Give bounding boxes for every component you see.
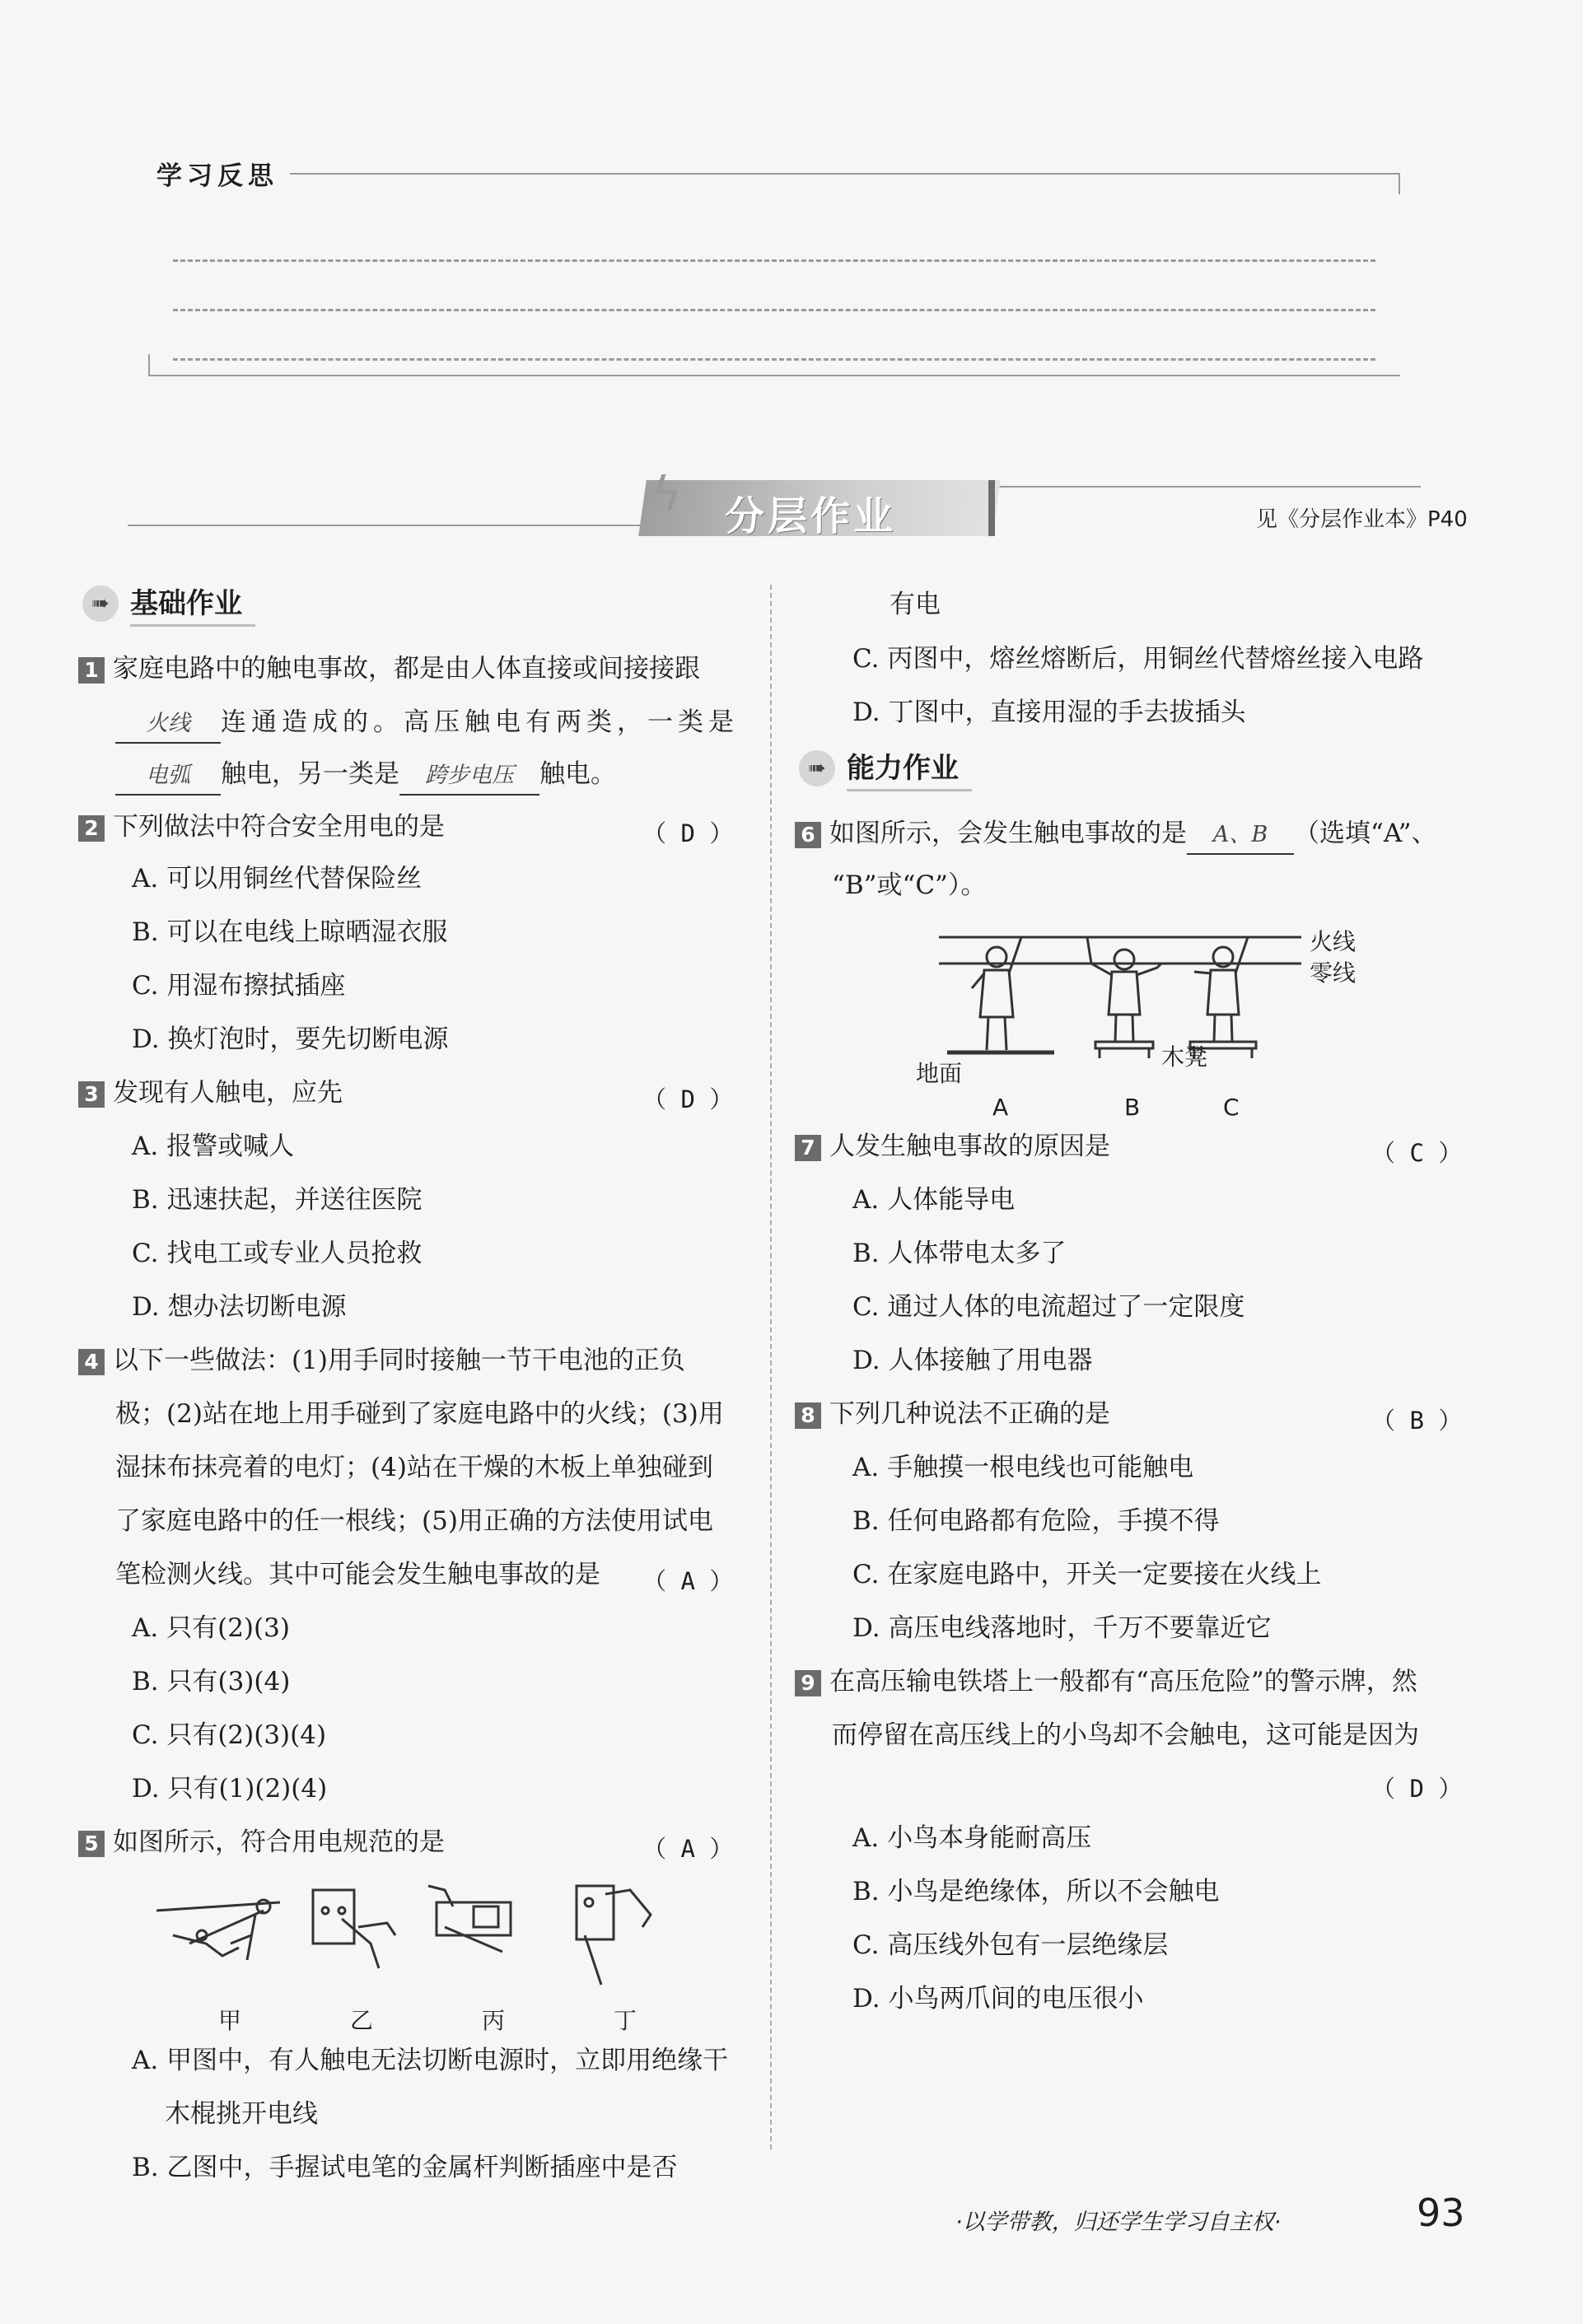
q2-number: 2 bbox=[78, 815, 105, 842]
q1-text-1: 家庭电路中的触电事故，都是由人体直接或间接接跟 bbox=[113, 654, 700, 684]
reflection-line-2 bbox=[173, 309, 1375, 311]
q5-label-bing: 丙 bbox=[482, 2007, 506, 2034]
q8-option-c: C. 在家庭电路中，开关一定要接在火线上 bbox=[852, 1560, 1322, 1589]
q3-answer: （ D ） bbox=[642, 1085, 734, 1113]
q2-option-a: A. 可以用铜丝代替保险丝 bbox=[132, 864, 423, 894]
q5-fig-yi bbox=[313, 1890, 395, 1968]
q6-figure bbox=[939, 922, 1301, 1071]
q7-number: 7 bbox=[795, 1135, 821, 1161]
q6-stool-label: 木凳 bbox=[1161, 1043, 1208, 1071]
footer-motto: ·以学带教，归还学生学习自主权· bbox=[955, 2210, 1282, 2235]
q9-line-1 bbox=[795, 1664, 1417, 1700]
reflection-box-left bbox=[148, 354, 150, 376]
q4-line-5: 笔检测火线。其中可能会发生触电事故的是 bbox=[115, 1560, 600, 1589]
q4-line-3: 湿抹布抹亮着的电灯；(4)站在干燥的木板上单独碰到 bbox=[115, 1453, 713, 1482]
q5-label-yi: 乙 bbox=[350, 2007, 374, 2034]
q5-option-c: C. 丙图中，熔丝熔断后，用铜丝代替熔丝接入电路 bbox=[852, 644, 1424, 674]
q6-number: 6 bbox=[795, 822, 821, 848]
column-divider bbox=[770, 585, 772, 2149]
q2-answer: （ D ） bbox=[642, 819, 734, 847]
q2-text: 下列做法中符合安全用电的是 bbox=[113, 812, 445, 842]
q9-option-c: C. 高压线外包有一层绝缘层 bbox=[852, 1930, 1169, 1960]
q5-label-ding: 丁 bbox=[614, 2007, 637, 2034]
q6-label-c: C bbox=[1223, 1094, 1240, 1121]
q8-stem bbox=[795, 1396, 1110, 1432]
q7-option-a: A. 人体能导电 bbox=[852, 1185, 1016, 1215]
q3-option-b: B. 迅速扶起，并送往医院 bbox=[132, 1185, 423, 1215]
section-ability-title: 能力作业 bbox=[847, 745, 972, 791]
q2-option-d: D. 换灯泡时，要先切断电源 bbox=[132, 1024, 449, 1054]
reflection-box-right bbox=[1399, 173, 1400, 194]
q4-line-4: 了家庭电路中的任一根线；(5)用正确的方法使用试电 bbox=[115, 1506, 713, 1536]
banner-title: 分层作业 bbox=[725, 493, 897, 539]
q5-number: 5 bbox=[78, 1831, 105, 1857]
q1-line-1 bbox=[78, 651, 700, 687]
q8-text: 下列几种说法不正确的是 bbox=[829, 1399, 1110, 1429]
q9-answer: （ D ） bbox=[1371, 1775, 1463, 1803]
reflection-line-1 bbox=[173, 259, 1375, 262]
q1-blank-2[interactable]: 电弧 bbox=[115, 758, 221, 796]
q7-option-b: B. 人体带电太多了 bbox=[852, 1239, 1067, 1268]
banner-lightning-icon: ϟ bbox=[651, 466, 683, 522]
q5-figure bbox=[156, 1878, 684, 2001]
q4-line-2: 极；(2)站在地上用手碰到了家庭电路中的火线；(3)用 bbox=[115, 1399, 724, 1429]
q1-number: 1 bbox=[78, 657, 105, 684]
q9-option-d: D. 小鸟两爪间的电压很小 bbox=[852, 1984, 1144, 2014]
q8-answer: （ B ） bbox=[1371, 1407, 1463, 1435]
q6-neutral-label: 零线 bbox=[1310, 959, 1357, 987]
arrow-icon: ➠ bbox=[82, 586, 119, 622]
q1-text-3a: 触电，另一类是 bbox=[221, 759, 399, 789]
reflection-title: 学习反思 bbox=[156, 161, 278, 191]
q4-option-c: C. 只有(2)(3)(4) bbox=[132, 1720, 327, 1750]
q9-option-a: A. 小鸟本身能耐高压 bbox=[852, 1823, 1092, 1853]
q6-label-b: B bbox=[1124, 1094, 1141, 1121]
q1-blank-1[interactable]: 火线 bbox=[115, 706, 221, 744]
q5-fig-jia bbox=[156, 1900, 280, 1960]
q5-option-a-1: A. 甲图中，有人触电无法切断电源时，立即用绝缘干 bbox=[132, 2046, 729, 2075]
q7-answer: （ C ） bbox=[1371, 1139, 1463, 1167]
q6-person-b bbox=[1087, 937, 1161, 1042]
q9-number: 9 bbox=[795, 1670, 821, 1696]
q6-text-1a: 如图所示，会发生触电事故的是 bbox=[829, 819, 1187, 848]
banner-ref: 见《分层作业本》P40 bbox=[1256, 507, 1468, 532]
q5-option-b-1: B. 乙图中，手握试电笔的金属杆判断插座中是否 bbox=[132, 2153, 678, 2182]
q6-ground-label: 地面 bbox=[916, 1060, 963, 1087]
q7-text: 人发生触电事故的原因是 bbox=[829, 1132, 1110, 1161]
q7-option-d: D. 人体接触了用电器 bbox=[852, 1346, 1093, 1375]
q5-answer: （ A ） bbox=[642, 1835, 734, 1863]
q1-text-3b: 触电。 bbox=[539, 759, 616, 789]
q4-line-1 bbox=[78, 1342, 685, 1379]
q4-option-d: D. 只有(1)(2)(4) bbox=[132, 1774, 328, 1804]
q8-option-b: B. 任何电路都有危险，手摸不得 bbox=[852, 1506, 1220, 1536]
section-basic-title: 基础作业 bbox=[130, 581, 255, 627]
q6-label-a: A bbox=[992, 1094, 1009, 1121]
q3-option-d: D. 想办法切断电源 bbox=[132, 1292, 347, 1322]
reflection-line-3 bbox=[173, 358, 1375, 361]
q9-option-b: B. 小鸟是绝缘体，所以不会触电 bbox=[852, 1877, 1220, 1906]
q8-option-a: A. 手触摸一根电线也可能触电 bbox=[852, 1453, 1194, 1482]
reflection-box-bottom bbox=[148, 375, 1400, 376]
q6-person-c bbox=[1194, 937, 1248, 1042]
arrow-icon: ➠ bbox=[799, 750, 835, 786]
q6-stool-b bbox=[1095, 1042, 1153, 1048]
q5-text: 如图所示，符合用电规范的是 bbox=[113, 1827, 445, 1857]
banner-rule-left bbox=[128, 525, 642, 526]
q7-stem bbox=[795, 1128, 1110, 1164]
q6-person-a bbox=[972, 937, 1021, 1050]
q1-line-2 bbox=[115, 704, 739, 744]
q5-label-jia: 甲 bbox=[218, 2007, 242, 2034]
q4-option-b: B. 只有(3)(4) bbox=[132, 1667, 291, 1696]
q3-text: 发现有人触电，应先 bbox=[113, 1078, 343, 1108]
q5-stem bbox=[78, 1824, 445, 1860]
q6-fire-label: 火线 bbox=[1310, 928, 1357, 955]
reflection-box-top bbox=[290, 173, 1400, 175]
q3-number: 3 bbox=[78, 1081, 105, 1108]
q8-number: 8 bbox=[795, 1402, 821, 1429]
q3-option-a: A. 报警或喊人 bbox=[132, 1132, 295, 1161]
q2-stem bbox=[78, 809, 445, 845]
q9-text-1: 在高压输电铁塔上一般都有“高压危险”的警示牌，然 bbox=[829, 1667, 1417, 1696]
q8-option-d: D. 高压电线落地时，千万不要靠近它 bbox=[852, 1613, 1272, 1643]
q9-line-2: 而停留在高压线上的小鸟却不会触电，这可能是因为 bbox=[832, 1720, 1419, 1750]
q2-option-b: B. 可以在电线上晾晒湿衣服 bbox=[132, 917, 448, 947]
section-basic bbox=[82, 583, 255, 624]
q1-text-2: 连通造成的。高压触电有两类，一类是 bbox=[221, 707, 739, 737]
q5-option-d: D. 丁图中，直接用湿的手去拔插头 bbox=[852, 698, 1246, 727]
q1-line-3 bbox=[115, 756, 616, 796]
banner-bar-end bbox=[988, 480, 995, 536]
q6-line-2: “B”或“C”）。 bbox=[832, 870, 987, 900]
q1-blank-3[interactable]: 跨步电压 bbox=[399, 758, 539, 796]
q5-fig-ding bbox=[577, 1886, 651, 1985]
q2-option-c: C. 用湿布擦拭插座 bbox=[132, 971, 346, 1001]
q4-answer: （ A ） bbox=[642, 1567, 734, 1595]
q4-text-1: 以下一些做法：(1)用手同时接触一节干电池的正负 bbox=[113, 1346, 685, 1375]
q6-text-1b: （选填“A”、 bbox=[1294, 819, 1437, 848]
q5-option-b-2: 有电 bbox=[890, 590, 941, 619]
q5-fig-bing bbox=[428, 1886, 511, 1952]
section-ability bbox=[799, 748, 972, 789]
q5-option-a-2: 木棍挑开电线 bbox=[165, 2099, 318, 2129]
page-number: 93 bbox=[1417, 2191, 1465, 2235]
q6-line-1 bbox=[795, 815, 1437, 855]
q6-blank[interactable]: A、B bbox=[1187, 817, 1294, 855]
q3-stem bbox=[78, 1075, 343, 1111]
q7-option-c: C. 通过人体的电流超过了一定限度 bbox=[852, 1292, 1245, 1322]
q3-option-c: C. 找电工或专业人员抢救 bbox=[132, 1239, 423, 1268]
q4-option-a: A. 只有(2)(3) bbox=[132, 1613, 290, 1643]
banner-rule-right bbox=[992, 486, 1421, 488]
q4-number: 4 bbox=[78, 1349, 105, 1375]
